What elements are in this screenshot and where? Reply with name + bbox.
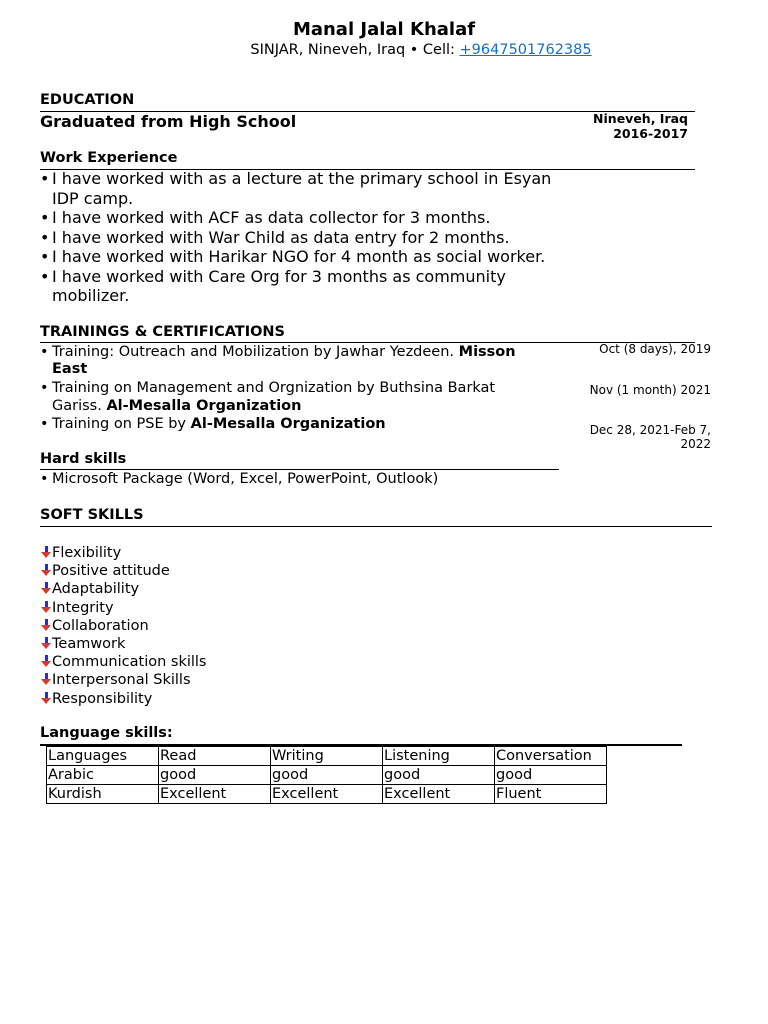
arrow-down-icon [41, 601, 52, 613]
soft-skills-heading: SOFT SKILLS [40, 507, 144, 523]
table-header-cell: Languages [47, 747, 159, 766]
arrow-down-icon [41, 564, 52, 576]
list-item: Responsibility [41, 690, 341, 708]
list-item: Collaboration [41, 617, 341, 635]
work-heading: Work Experience [40, 150, 178, 166]
arrow-down-icon [41, 673, 52, 685]
training-date: Oct (8 days), 2019 [599, 342, 711, 356]
table-cell: Excellent [159, 785, 271, 804]
table-cell: Excellent [383, 785, 495, 804]
training-date: Nov (1 month) 2021 [589, 383, 711, 397]
table-cell: Excellent [271, 785, 383, 804]
trainings-heading: TRAININGS & CERTIFICATIONS [40, 324, 285, 340]
arrow-down-icon [41, 619, 52, 631]
list-item: Integrity [41, 599, 341, 617]
table-cell: Arabic [47, 766, 159, 785]
arrow-down-icon [41, 546, 52, 558]
education-years: 2016-2017 [613, 125, 688, 141]
list-item: • I have worked with Harikar NGO for 4 month as social worker. [40, 247, 546, 266]
soft-skills-list [41, 544, 341, 708]
education-meta [560, 112, 688, 141]
education-place: Nineveh, Iraq [593, 111, 688, 126]
soft-skills-divider [40, 526, 712, 527]
education-degree: Graduated from High School [40, 112, 297, 131]
table-row [47, 766, 607, 785]
table-cell: good [159, 766, 271, 785]
table-header-row [47, 747, 607, 766]
table-header-cell: Writing [271, 747, 383, 766]
training-date: Dec 28, 2021-Feb 7, 2022 [589, 423, 711, 451]
table-header-cell: Conversation [495, 747, 607, 766]
phone-link[interactable]: +9647501762385 [459, 42, 592, 58]
arrow-down-icon [41, 692, 52, 704]
table-header-cell: Read [159, 747, 271, 766]
list-item: Flexibility [41, 544, 341, 562]
location-text: SINJAR, Nineveh, Iraq • Cell: [250, 42, 460, 58]
list-item: Interpersonal Skills [41, 671, 341, 689]
arrow-down-icon [41, 582, 52, 594]
hard-skills-heading: Hard skills [40, 451, 127, 467]
table-header-cell: Listening [383, 747, 495, 766]
contact-line [0, 42, 768, 58]
list-item: • I have worked with as a lecture at the primary school in Esyan IDP camp. [40, 169, 552, 208]
list-item: • I have worked with Care Org for 3 months as community mobilizer. [40, 266, 506, 305]
list-item: Communication skills [41, 653, 341, 671]
list-item: • I have worked with War Child as data entry for 2 months. [40, 227, 510, 247]
resume-name: Manal Jalal Khalaf [292, 19, 476, 40]
arrow-down-icon [41, 655, 52, 667]
table-cell: good [271, 766, 383, 785]
table-cell: good [495, 766, 607, 785]
work-list [40, 169, 580, 309]
education-heading: EDUCATION [40, 92, 135, 108]
list-item: Adaptability [41, 580, 341, 598]
language-heading: Language skills: [40, 725, 173, 741]
table-row [47, 785, 607, 804]
list-item: Teamwork [41, 635, 341, 653]
table-cell: good [383, 766, 495, 785]
table-cell: Kurdish [47, 785, 159, 804]
list-item: • I have worked with ACF as data collector for 3 months. [40, 208, 491, 227]
language-table [46, 746, 607, 804]
list-item: Positive attitude [41, 562, 341, 580]
arrow-down-icon [41, 637, 52, 649]
table-cell: Fluent [495, 785, 607, 804]
